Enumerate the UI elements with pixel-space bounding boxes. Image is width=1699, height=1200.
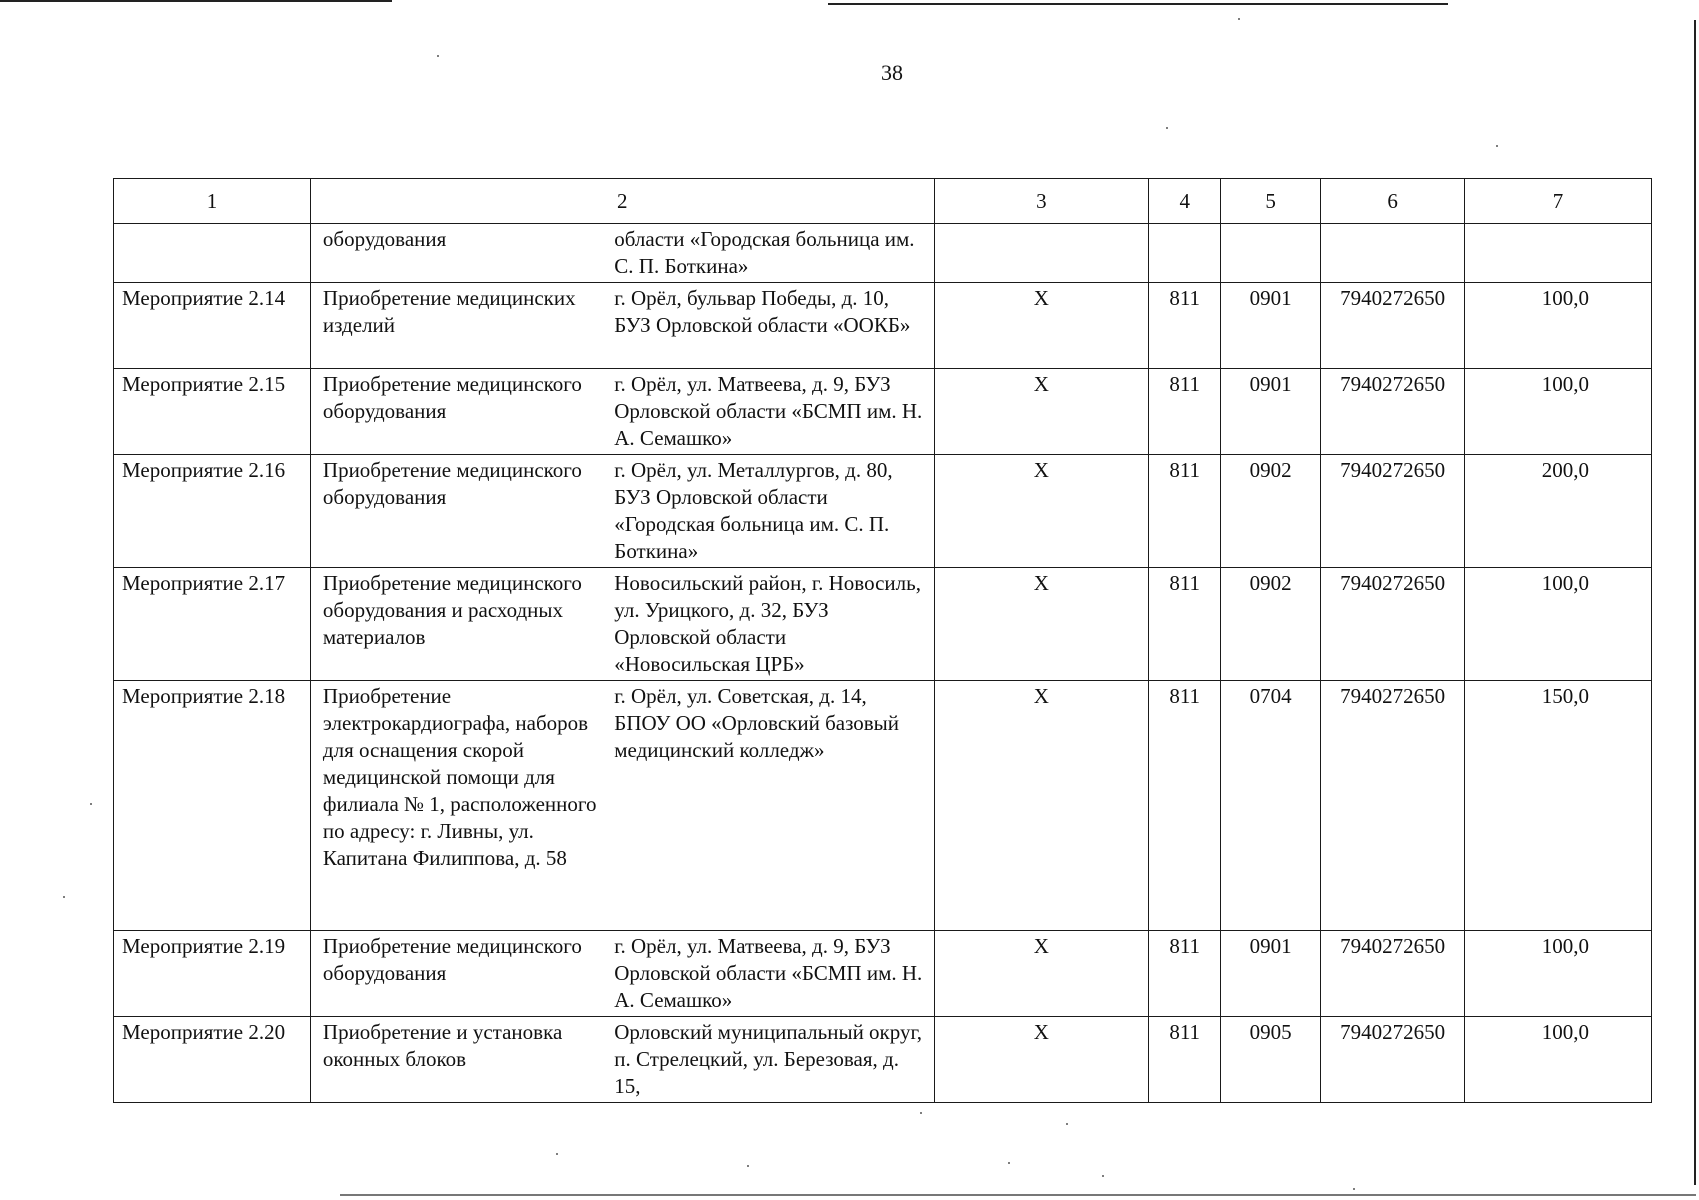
scan-speck (63, 896, 65, 898)
header-col-7: 7 (1465, 179, 1652, 224)
description-cell: Приобретение медицинского оборудования (310, 369, 608, 455)
description-cell: оборудования (310, 224, 608, 283)
col6-cell: 7940272650 (1321, 931, 1465, 1017)
col5-cell: 0901 (1221, 931, 1321, 1017)
address-cell: Новосильский район, г. Новосиль, ул. Урицкого, д. 32, БУЗ Орловской области «Новосильская ЦРБ» (608, 568, 934, 681)
scan-speck (1496, 145, 1498, 147)
address-cell: г. Орёл, ул. Матвеева, д. 9, БУЗ Орловской области «БСМП им. Н. А. Семашко» (608, 369, 934, 455)
col3-cell: Х (934, 455, 1149, 568)
address-cell: г. Орёл, ул. Матвеева, д. 9, БУЗ Орловской области «БСМП им. Н. А. Семашко» (608, 931, 934, 1017)
col6-cell: 7940272650 (1321, 455, 1465, 568)
col5-cell: 0901 (1221, 369, 1321, 455)
col3-cell: Х (934, 931, 1149, 1017)
scan-speck (1066, 1123, 1068, 1125)
table-row (114, 681, 1652, 931)
scan-speck (920, 1112, 922, 1114)
col6-cell: 7940272650 (1321, 1017, 1465, 1103)
col3-cell: Х (934, 681, 1149, 931)
header-row (114, 179, 1652, 224)
table-row (114, 568, 1652, 681)
event-cell: Мероприятие 2.17 (114, 568, 311, 681)
event-cell: Мероприятие 2.20 (114, 1017, 311, 1103)
budget-table (113, 178, 1652, 1103)
amount-cell: 150,0 (1465, 681, 1652, 931)
address-cell: г. Орёл, ул. Советская, д. 14, БПОУ ОО «Орловский базовый медицинский колледж» (608, 681, 934, 931)
col4-cell: 811 (1149, 568, 1221, 681)
col5-cell: 0902 (1221, 455, 1321, 568)
col3-cell: Х (934, 568, 1149, 681)
col4-cell: 811 (1149, 1017, 1221, 1103)
header-col-1: 1 (114, 179, 311, 224)
header-col-2: 2 (310, 179, 934, 224)
table-row (114, 931, 1652, 1017)
event-cell: Мероприятие 2.15 (114, 369, 311, 455)
description-cell: Приобретение медицинского оборудования (310, 455, 608, 568)
amount-cell: 100,0 (1465, 283, 1652, 369)
scan-speck (747, 1165, 749, 1167)
scan-speck (1353, 1188, 1355, 1190)
table-row (114, 455, 1652, 568)
header-col-4: 4 (1149, 179, 1221, 224)
scan-edge-right (1694, 20, 1696, 1185)
table-row (114, 369, 1652, 455)
event-cell (114, 224, 311, 283)
col4-cell: 811 (1149, 681, 1221, 931)
amount-cell: 100,0 (1465, 568, 1652, 681)
description-cell: Приобретение медицинского оборудования и расходных материалов (310, 568, 608, 681)
col6-cell: 7940272650 (1321, 681, 1465, 931)
col5-cell: 0704 (1221, 681, 1321, 931)
event-cell: Мероприятие 2.14 (114, 283, 311, 369)
col5-cell: 0905 (1221, 1017, 1321, 1103)
col3-cell (934, 224, 1149, 283)
scan-edge-top-left (0, 0, 392, 2)
amount-cell (1465, 224, 1652, 283)
col3-cell: Х (934, 369, 1149, 455)
col5-cell (1221, 224, 1321, 283)
col6-cell (1321, 224, 1465, 283)
scan-speck (1238, 18, 1240, 20)
description-cell: Приобретение и установка оконных блоков (310, 1017, 608, 1103)
table-row (114, 1017, 1652, 1103)
amount-cell: 100,0 (1465, 1017, 1652, 1103)
event-cell: Мероприятие 2.19 (114, 931, 311, 1017)
address-cell: области «Городская больница им. С. П. Боткина» (608, 224, 934, 283)
col4-cell: 811 (1149, 283, 1221, 369)
col3-cell: Х (934, 283, 1149, 369)
event-cell: Мероприятие 2.16 (114, 455, 311, 568)
address-cell: г. Орёл, бульвар Победы, д. 10, БУЗ Орловской области «ООКБ» (608, 283, 934, 369)
scan-speck (1102, 1175, 1104, 1177)
header-col-6: 6 (1321, 179, 1465, 224)
header-col-5: 5 (1221, 179, 1321, 224)
scan-speck (90, 803, 92, 805)
scan-edge-top-right (828, 3, 1448, 5)
scan-speck (556, 1153, 558, 1155)
address-cell: г. Орёл, ул. Металлургов, д. 80, БУЗ Орловской области «Городская больница им. С. П. Боткина» (608, 455, 934, 568)
event-cell: Мероприятие 2.18 (114, 681, 311, 931)
col5-cell: 0901 (1221, 283, 1321, 369)
col4-cell: 811 (1149, 455, 1221, 568)
col5-cell: 0902 (1221, 568, 1321, 681)
amount-cell: 100,0 (1465, 931, 1652, 1017)
scan-edge-bottom (340, 1194, 1696, 1196)
page-number: 38 (881, 60, 903, 85)
description-cell: Приобретение медицинских изделий (310, 283, 608, 369)
col6-cell: 7940272650 (1321, 568, 1465, 681)
col6-cell: 7940272650 (1321, 283, 1465, 369)
address-cell: Орловский муниципальный округ, п. Стрелецкий, ул. Березовая, д. 15, (608, 1017, 934, 1103)
col4-cell (1149, 224, 1221, 283)
amount-cell: 100,0 (1465, 369, 1652, 455)
description-cell: Приобретение медицинского оборудования (310, 931, 608, 1017)
col6-cell: 7940272650 (1321, 369, 1465, 455)
header-col-3: 3 (934, 179, 1149, 224)
amount-cell: 200,0 (1465, 455, 1652, 568)
col4-cell: 811 (1149, 931, 1221, 1017)
scan-speck (1008, 1162, 1010, 1164)
description-cell: Приобретение электрокардиографа, наборов для оснащения скорой медицинской помощи для филиала № 1, расположенного по адресу: г. Ливны, ул. Капитана Филиппова, д. 58 (310, 681, 608, 931)
scan-speck (1166, 127, 1168, 129)
scan-speck (437, 55, 439, 57)
col4-cell: 811 (1149, 369, 1221, 455)
col3-cell: Х (934, 1017, 1149, 1103)
table-row (114, 224, 1652, 283)
table-row (114, 283, 1652, 369)
